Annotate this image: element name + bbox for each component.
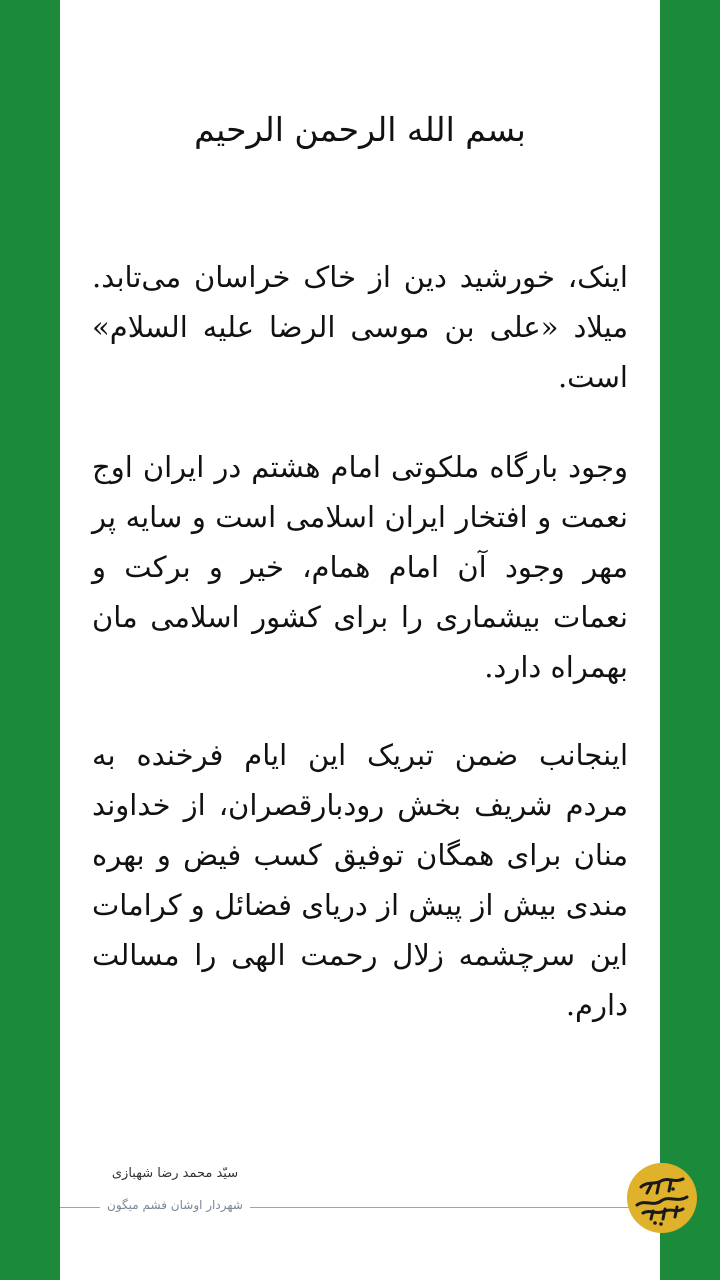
paragraph-1: اینک، خورشید دین از خاک خراسان می‌تابد. میلاد «علی بن موسی الرضا علیه السلام» است. (92, 260, 628, 394)
paragraph-2: وجود بارگاه ملکوتی امام هشتم در ایران اوج نعمت و افتخار ایران اسلامی است و سایه پر مهر وجود آن امام همام، خیر و برکت و نعمات بیشماری را برای کشور اسلامی مان بهمراه دارد. (92, 450, 628, 684)
paragraph-3: اینجانب ضمن تبریک این ایام فرخنده به مردم شریف بخش رودبارقصران، از خداوند منان برای همگان توفیق کسب فیض و بهره مندی بیش از پیش از دریای فضائل و کرامات این سرچشمه زلال رحمت الهی را مسالت دارم. (92, 738, 628, 1022)
calligraphy-seal-logo (627, 1163, 697, 1233)
right-green-bar (660, 0, 720, 1280)
signature-block (60, 1166, 660, 1226)
letter-page (60, 0, 660, 1280)
signature-name: سیّد محمد رضا شهبازی (111, 1166, 239, 1181)
seal-calligraphy-icon (627, 1163, 697, 1233)
signature-role: شهردار اوشان فشم میگون (100, 1198, 250, 1212)
left-green-bar (0, 0, 60, 1280)
page-title: بسم الله الرحمن الرحیم (194, 110, 526, 149)
